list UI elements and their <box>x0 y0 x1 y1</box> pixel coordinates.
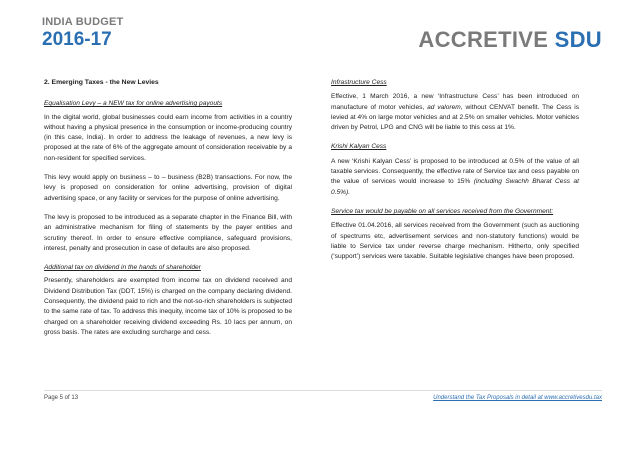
text-run-italic: ad valorem <box>427 103 461 111</box>
paragraph <box>331 157 579 198</box>
doc-title: INDIA BUDGET <box>42 16 124 28</box>
right-column <box>331 78 579 271</box>
paragraph: The levy is proposed to be introduced as a separate chapter in the Finance Bill, with an administrative mechanism for filing of statements by the payer entities and scrutiny thereof. In order to ensure effective compliance, safeguard provisions, interest, penalty and prosecution in case of defaults are also proposed. <box>44 213 292 252</box>
paragraph: Presently, shareholders are exempted from income tax on dividend received and Dividend Distribution Tax (DDT, 15%) is charged on the company declaring dividend. Consequently, the dividend paid to rich and the not-so-rich shareholders is subjected to the same rate of tax. To address this inequity, income tax of 10% is proposed to be charged on a shareholder receiving dividend exceeding Rs. 10 lacs per annum, on gross basis. The rates are excluding surcharge and cess. <box>44 277 292 336</box>
subheading-infrastructure-cess: Infrastructure Cess <box>331 79 387 86</box>
paragraph: In the digital world, global businesses could earn income from activities in a country without having a physical presence in the consumption or income-producing country (in this case, India). In order to address the leakage of revenues, a new levy is proposed at the rate of 6% of the aggregate amount of consideration receivable by a non-resident for specified services. <box>44 113 292 162</box>
text-run: A new ‘Krishi Kalyan Cess’ is proposed to be introduced at 0.5% of the value of all taxable services. Consequently, the effective rate of Service tax and cess payable on the value of services would increase to 15% <box>331 157 579 186</box>
page-number: Page 5 of 13 <box>44 395 79 401</box>
brand-suffix: SDU <box>554 27 602 52</box>
footer-divider <box>44 390 602 391</box>
text-run: , without CENVAT benefit. The Cess is levied at 4% on large motor vehicles and at 2.5% on smaller vehicles. Motor vehicles driven by Petrol, LPG and CNG will be liable to this cess at 1%. <box>331 103 579 132</box>
subheading-dividend-tax: Additional tax on dividend in the hands of shareholder <box>44 264 201 272</box>
subheading-government-services: Service tax would be payable on all services received from the Government: <box>331 207 554 215</box>
subheading-krishi-kalyan-cess: Krishi Kalyan Cess <box>331 143 387 151</box>
left-column <box>44 78 292 347</box>
text-run-italic: (including Swachh Bharat Cess at 0.5%). <box>331 178 579 196</box>
doc-year: 2016-17 <box>42 29 112 50</box>
brand-name: ACCRETIVE <box>418 27 549 52</box>
subheading-equalisation-levy: Equalisation Levy – a NEW tax for online advertising payouts <box>44 100 223 108</box>
footer-link[interactable]: Understand the Tax Proposals in detail at www.accretivesdu.tax <box>433 395 602 401</box>
paragraph: Effective 01.04.2016, all services received from the Government (such as auctioning of spectrums etc, advertisement services and non-statutory functions) would be liable to Service tax under reverse charge mechanism. Hitherto, only specified (‘support’) services were taxable. Suitable legislative changes have been proposed. <box>331 222 579 261</box>
section-heading: 2. Emerging Taxes - the New Levies <box>44 79 159 86</box>
brand-logo <box>418 27 602 53</box>
paragraph: This levy would apply on business – to – business (B2B) transactions. For now, the levy is proposed on consideration for online advertising, provision of digital advertising space, or any facility or services for the purpose of online advertising. <box>44 174 292 202</box>
paragraph <box>331 92 579 133</box>
text-run: Effective, 1 March 2016, a new ‘Infrastructure Cess’ has been introduced on manufacture of motor vehicles, <box>331 93 579 111</box>
